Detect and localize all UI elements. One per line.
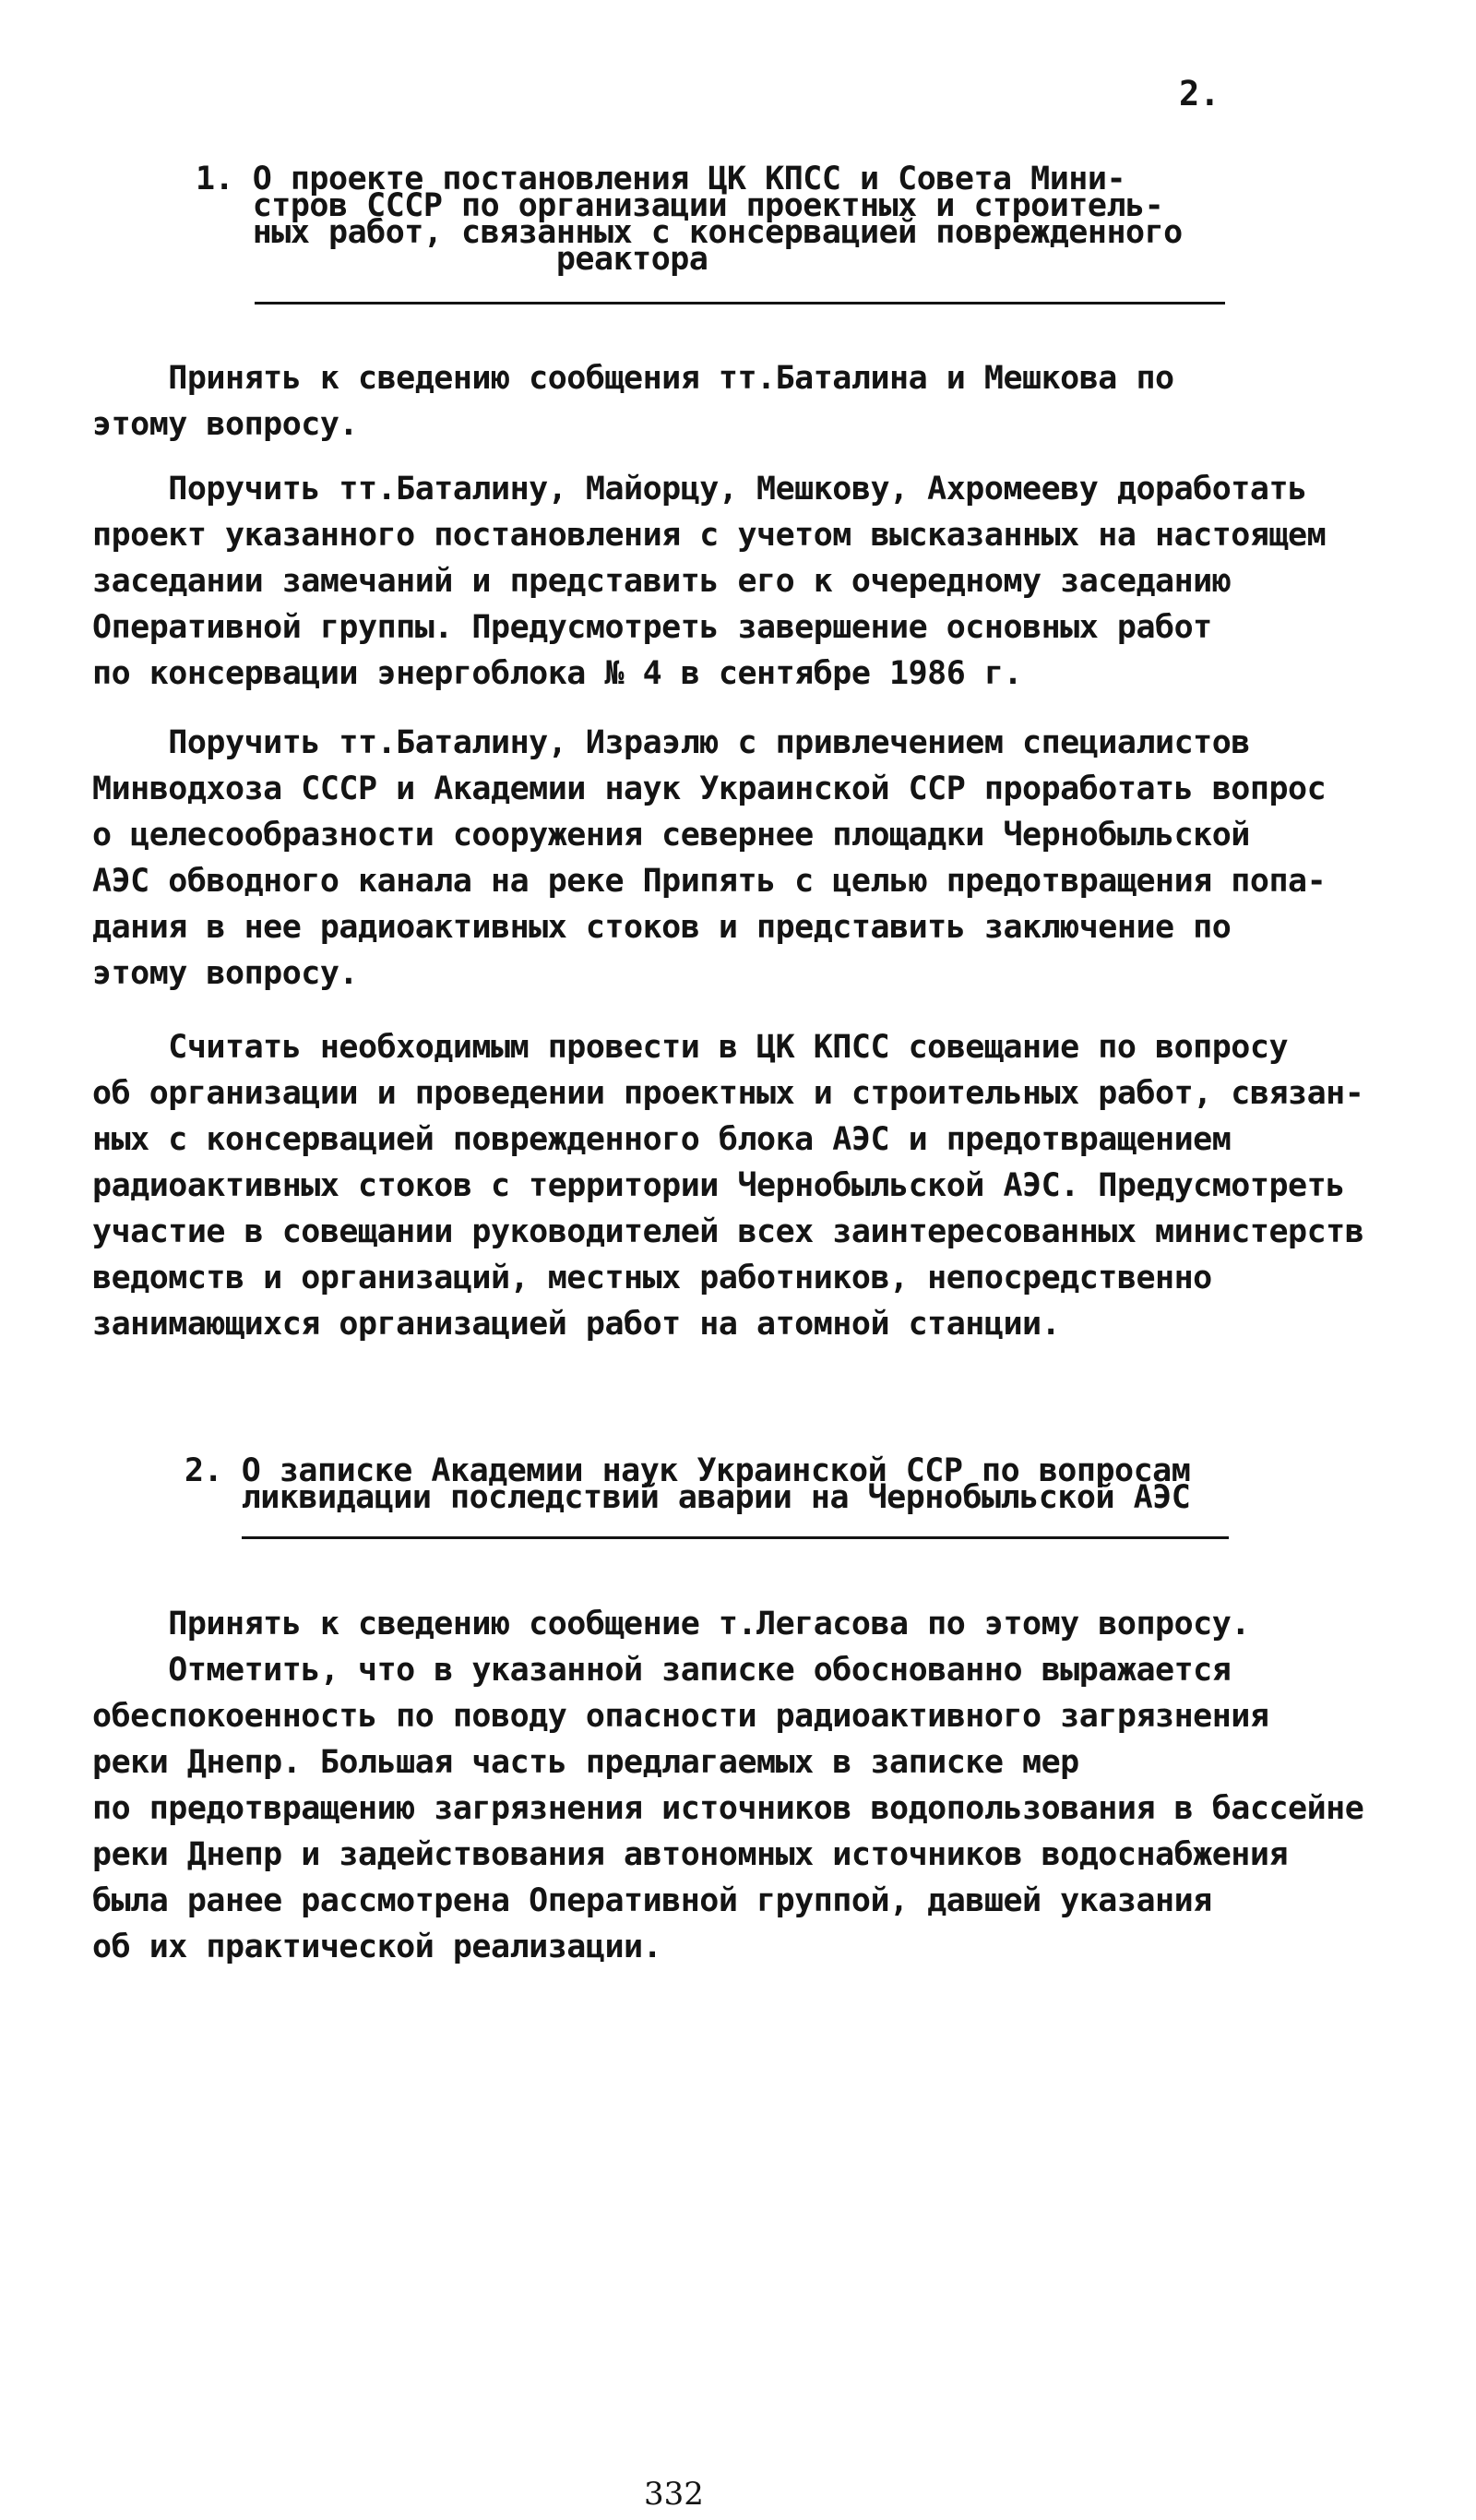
text-line: ных с консервацией поврежденного блока АЭС и предотвращением <box>92 1121 1232 1158</box>
section-1-paragraph-1 <box>92 355 1411 448</box>
text-line: Принять к сведению сообщение т.Легасова по этому вопросу. <box>92 1606 1250 1642</box>
text-line: по консервации энергоблока № 4 в сентябре 1986 г. <box>92 655 1023 692</box>
section-2-heading <box>184 1452 1236 1516</box>
text-line: Минводхоза СССР и Академии наук Украинской ССР проработать вопрос <box>92 770 1327 807</box>
text-line: этому вопросу. <box>92 955 359 992</box>
page-number: 2. <box>1179 74 1220 113</box>
text-line: реки Днепр и задействования автономных источников водоснабжения <box>92 1836 1289 1873</box>
text-line: радиоактивных стоков с территории Чернобыльской АЭС. Предусмотреть <box>92 1167 1345 1204</box>
section-2-paragraph-1 <box>92 1601 1411 1970</box>
section-1-heading-underline <box>255 302 1225 305</box>
text-line: проект указанного постановления с учетом высказанных на настоящем <box>92 517 1327 554</box>
text-line: обеспокоенность по поводу опасности радиоактивного загрязнения <box>92 1698 1269 1735</box>
text-line: АЭС обводного канала на реке Припять с целью предотвращения попа- <box>92 863 1327 900</box>
text-line: заседании замечаний и представить его к очередному заседанию <box>92 563 1232 600</box>
text-line: Оперативной группы. Предусмотреть завершение основных работ <box>92 609 1212 646</box>
text-line: дания в нее радиоактивных стоков и представить заключение по <box>92 909 1232 946</box>
heading-line: стров СССР по организации проектных и строитель- <box>196 187 1164 224</box>
text-line: занимающихся организацией работ на атомной станции. <box>92 1306 1061 1343</box>
heading-line: ликвидации последствий аварии на Чернобыльской АЭС <box>184 1479 1191 1516</box>
text-line: ведомств и организаций, местных работников, непосредственно <box>92 1260 1212 1296</box>
text-line: Поручить тт.Баталину, Израэлю с привлечением специалистов <box>92 724 1250 761</box>
section-2-heading-underline <box>242 1536 1229 1539</box>
text-line: этому вопросу. <box>92 406 359 443</box>
text-line: о целесообразности сооружения севернее площадки Чернобыльской <box>92 817 1250 854</box>
text-line: участие в совещании руководителей всех заинтересованных министерств <box>92 1213 1364 1250</box>
section-1-paragraph-4 <box>92 1024 1411 1347</box>
heading-line: ных работ, связанных с консервацией поврежденного <box>196 214 1183 251</box>
heading-line: 1. О проекте постановления ЦК КПСС и Совета Мини- <box>196 161 1126 197</box>
text-line: реки Днепр. Большая часть предлагаемых в записке мер <box>92 1744 1079 1781</box>
heading-line: реактора <box>196 241 708 278</box>
text-line: Отметить, что в указанной записке обоснованно выражается <box>92 1652 1232 1689</box>
section-1-heading <box>196 161 1229 278</box>
text-line: Поручить тт.Баталину, Майорцу, Мешкову, Ахромееву доработать <box>92 471 1307 508</box>
section-1-paragraph-2 <box>92 466 1411 697</box>
text-line: Принять к сведению сообщения тт.Баталина и Мешкова по <box>92 360 1174 397</box>
section-1-paragraph-3 <box>92 720 1411 997</box>
text-line: по предотвращению загрязнения источников водопользования в бассейне <box>92 1790 1364 1827</box>
text-line: об их практической реализации. <box>92 1929 662 1965</box>
text-line: об организации и проведении проектных и строительных работ, связан- <box>92 1075 1364 1112</box>
heading-line: 2. О записке Академии наук Украинской ССР по вопросам <box>184 1452 1191 1489</box>
text-line: была ранее рассмотрена Оперативной группой, давшей указания <box>92 1882 1212 1919</box>
archive-page-number: 332 <box>644 2476 704 2513</box>
text-line: Считать необходимым провести в ЦК КПСС совещание по вопросу <box>92 1029 1289 1066</box>
